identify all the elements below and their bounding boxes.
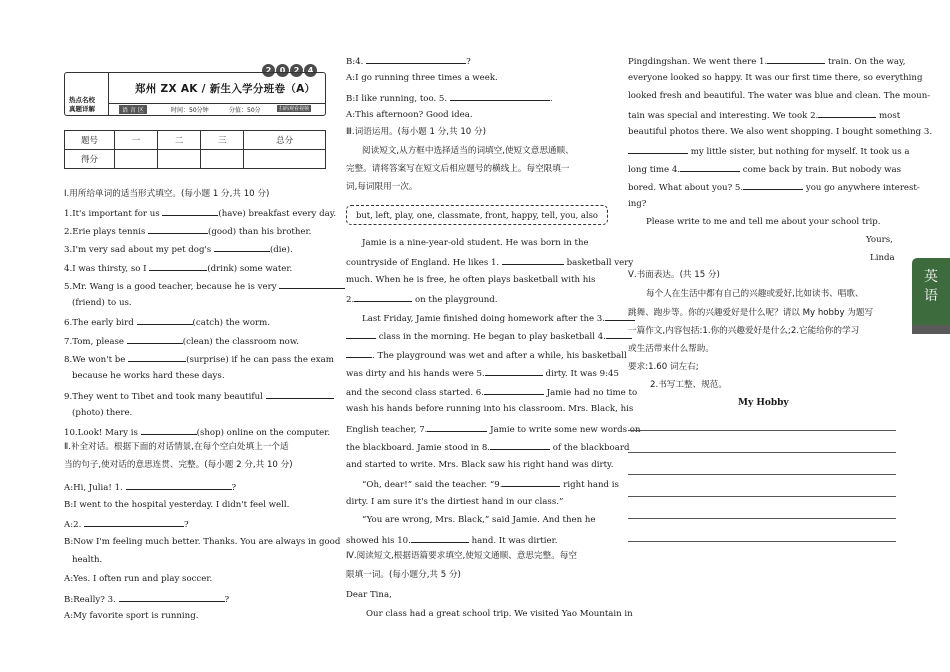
question-text: 7.Tom, please bbox=[64, 337, 125, 347]
exam-header bbox=[64, 72, 326, 116]
passage-text: dirty. It was 9:45 bbox=[545, 369, 619, 379]
instruction-text: 每个人在生活中都有自己的兴趣或爱好,比如读书、唱歌、 bbox=[646, 289, 864, 299]
subject-tab-stripe bbox=[912, 325, 950, 334]
dialog-line: A:2. ? bbox=[64, 520, 189, 530]
question-2 bbox=[64, 225, 311, 238]
letter-text: beautiful photos there. We also went shopping. I bought something 3. bbox=[628, 127, 933, 137]
answer-blank[interactable] bbox=[141, 426, 197, 435]
letter-text: Our class had a great school trip. We visited Yao Mountain in bbox=[366, 609, 633, 619]
letter-text: most bbox=[879, 111, 901, 121]
answer-blank[interactable] bbox=[485, 367, 543, 376]
requirement-text: 要求:1.60 词左右; bbox=[628, 362, 699, 372]
letter-signature: Linda bbox=[870, 253, 895, 263]
question-text: 8.We won't be bbox=[64, 355, 126, 365]
dialog-text: A:My favorite sport is running. bbox=[64, 611, 199, 621]
letter-line bbox=[628, 109, 900, 122]
answer-blank[interactable] bbox=[149, 262, 207, 271]
answer-blank[interactable] bbox=[818, 109, 876, 118]
dialog-line: B:Really? 3. ? bbox=[64, 595, 230, 605]
answer-blank[interactable] bbox=[148, 225, 208, 234]
question-text: 3.I'm very sad about my pet dog's bbox=[64, 245, 212, 255]
subject-tab bbox=[912, 258, 950, 334]
instruction-text: 或生活带来什么帮助。 bbox=[628, 344, 714, 354]
passage-text: on the playground. bbox=[414, 295, 498, 305]
letter-text: Please write to me and tell me about your school trip. bbox=[646, 217, 881, 227]
score-cell[interactable] bbox=[244, 150, 326, 169]
passage-text: basketball very bbox=[566, 258, 634, 268]
section-2-title-cont: 当的句子,使对话的意思连贯、完整。(每小题 2 分,共 10 分) bbox=[64, 460, 293, 470]
passage-text: and the second class started. 6. bbox=[346, 388, 484, 398]
year-digit: 0 bbox=[276, 64, 289, 77]
question-text: (clean) the classroom now. bbox=[182, 337, 299, 347]
answer-blank[interactable] bbox=[366, 55, 466, 64]
passage-line bbox=[346, 349, 627, 362]
letter-line bbox=[628, 181, 920, 194]
score-header-cell: 二 bbox=[158, 131, 201, 150]
section-4-title-cont: 限填一词。(每小题分,共 5 分) bbox=[346, 570, 461, 580]
answer-blank[interactable] bbox=[680, 163, 740, 172]
passage-line bbox=[362, 478, 619, 491]
writing-line[interactable] bbox=[628, 452, 896, 453]
passage-text: Jamie to write some new words on bbox=[490, 425, 641, 435]
section-4-title: Ⅳ.阅读短文,根据语篇要求填空,使短文通顺、意思完整。每空 bbox=[346, 551, 577, 561]
passage-text: countryside of England. He likes 1. bbox=[346, 258, 500, 268]
answer-blank[interactable] bbox=[490, 441, 550, 450]
writing-line[interactable] bbox=[628, 518, 896, 519]
writing-line[interactable] bbox=[628, 430, 896, 431]
header-label-box bbox=[65, 73, 109, 115]
question-text: (shop) online on the computer. bbox=[196, 428, 331, 438]
passage-text: “Oh, dear!” said the teacher. “9. bbox=[362, 480, 503, 490]
answer-blank[interactable] bbox=[502, 256, 564, 265]
subject-tab-char: 英 bbox=[924, 269, 938, 285]
passage-text: of the blackboard bbox=[552, 443, 630, 453]
answer-blank[interactable] bbox=[119, 593, 225, 602]
dialog-text: B:4. bbox=[346, 57, 364, 67]
letter-line bbox=[628, 55, 905, 68]
passage-text: . The playground was wet and after a while, his basketball bbox=[372, 351, 627, 361]
passage-text: Jamie had no time to bbox=[546, 388, 638, 398]
passage-text: the blackboard. Jamie stood in 8. bbox=[346, 443, 491, 453]
section-1-title: Ⅰ.用所给单词的适当形式填空。(每小题 1 分,共 10 分) bbox=[64, 189, 270, 199]
answer-blank[interactable] bbox=[162, 207, 218, 216]
question-text: (surprise) if he can pass the exam bbox=[186, 355, 334, 365]
dialog-text: health. bbox=[72, 555, 103, 565]
question-text: (photo) there. bbox=[72, 408, 133, 418]
question-1 bbox=[64, 207, 336, 220]
year-digit: 2 bbox=[262, 64, 275, 77]
passage-text: wash his hands before running into his classroom. Mrs. Black, his bbox=[346, 404, 634, 414]
requirement-text: 2.书写工整、规范。 bbox=[650, 380, 727, 390]
passage-text: class in the morning. He began to play basketball 4. bbox=[378, 332, 606, 342]
score-header-cell: 三 bbox=[201, 131, 244, 150]
dialog-line: B:I like running, too. 5. . bbox=[346, 94, 553, 104]
section-2-title: Ⅱ.补全对话。根据下面的对话情景,在每个空白处填上一个适 bbox=[64, 442, 289, 452]
section-5-title: Ⅴ.书面表达。(共 15 分) bbox=[628, 270, 720, 280]
question-4 bbox=[64, 262, 292, 275]
question-8 bbox=[64, 353, 334, 366]
question-text: 10.Look! Mary is bbox=[64, 428, 138, 438]
passage-line bbox=[362, 312, 635, 325]
question-text: 6.The early bird bbox=[64, 318, 134, 328]
header-label-bottom: 真题详解 bbox=[69, 105, 95, 113]
letter-text: you go anywhere interest- bbox=[805, 183, 920, 193]
answer-blank[interactable] bbox=[346, 349, 372, 358]
exam-title: 郑州 ZX AK / 新生入学分班卷（A） bbox=[135, 83, 316, 95]
answer-blank[interactable] bbox=[767, 55, 825, 64]
passage-text: showed his 10. bbox=[346, 536, 411, 546]
answer-blank[interactable] bbox=[628, 145, 688, 154]
passage-line bbox=[346, 423, 641, 436]
writing-line[interactable] bbox=[628, 541, 896, 542]
question-text: (good) than his brother. bbox=[208, 227, 312, 237]
answer-blank[interactable] bbox=[279, 280, 345, 289]
answer-blank[interactable] bbox=[346, 330, 376, 339]
passage-line bbox=[346, 367, 619, 380]
passage-text: much. When he is free, he often plays basketball with his bbox=[346, 275, 596, 285]
dialog-text: B:Really? 3. bbox=[64, 595, 116, 605]
dialog-text: A:Hi, Julia! 1. bbox=[64, 483, 123, 493]
answer-blank[interactable] bbox=[84, 518, 184, 527]
answer-blank[interactable] bbox=[137, 316, 193, 325]
letter-text: ing? bbox=[628, 199, 647, 209]
letter-line bbox=[628, 145, 910, 158]
instruction-text: 完整。请将答案写在短文后相应题号的横线上。每空限填一 bbox=[346, 164, 570, 174]
question-5 bbox=[64, 280, 345, 293]
passage-line bbox=[346, 293, 498, 306]
letter-text: looked fresh and beautiful. The water was blue and clean. The moun- bbox=[628, 91, 931, 101]
letter-text: everyone looked so happy. It was our first time there, so everything bbox=[628, 73, 923, 83]
answer-blank[interactable] bbox=[126, 481, 232, 490]
answer-blank[interactable] bbox=[450, 92, 550, 101]
passage-text: hand. It was dirtier. bbox=[471, 536, 558, 546]
answer-blank[interactable] bbox=[427, 423, 487, 432]
question-text: 2.Erie plays tennis bbox=[64, 227, 146, 237]
answer-blank[interactable] bbox=[502, 478, 560, 487]
exam-time: 时间：50分钟 bbox=[171, 107, 209, 114]
dialog-text: B:I went to the hospital yesterday. I didn't feel well. bbox=[64, 500, 290, 510]
header-bar-tag: 语 言 区 bbox=[119, 105, 147, 114]
passage-text: right hand is bbox=[563, 480, 619, 490]
question-3 bbox=[64, 243, 293, 256]
score-table bbox=[64, 130, 326, 169]
header-info-bar bbox=[109, 103, 325, 114]
writing-line[interactable] bbox=[628, 496, 896, 497]
score-header-cell: 总分 bbox=[244, 131, 326, 150]
question-text: (die). bbox=[269, 245, 293, 255]
question-6 bbox=[64, 316, 270, 329]
score-cell[interactable] bbox=[115, 150, 158, 169]
letter-text: my little sister, but nothing for myself. It took us a bbox=[690, 147, 910, 157]
dialog-line: A:Hi, Julia! 1. ? bbox=[64, 483, 237, 493]
passage-text: 2. bbox=[346, 295, 355, 305]
dialog-text: A:This afternoon? Good idea. bbox=[346, 110, 473, 120]
dialog-text: A:Yes. I often run and play soccer. bbox=[64, 574, 213, 584]
writing-line[interactable] bbox=[628, 474, 896, 475]
letter-signoff: Yours, bbox=[866, 235, 893, 245]
answer-blank[interactable] bbox=[743, 181, 803, 190]
answer-blank[interactable] bbox=[354, 293, 412, 302]
passage-text: and started to write. Mrs. Black saw his right hand was dirty. bbox=[346, 460, 614, 470]
answer-blank[interactable] bbox=[411, 534, 469, 543]
letter-line bbox=[628, 163, 901, 176]
question-text: (catch) the worm. bbox=[192, 318, 271, 328]
question-text: 4.I was thirsty, so I bbox=[64, 264, 147, 274]
passage-line bbox=[346, 256, 633, 269]
passage-text: was dirty and his hands were 5. bbox=[346, 369, 485, 379]
question-text: 1.It's important for us bbox=[64, 209, 160, 219]
dialog-text: A:I go running three times a week. bbox=[346, 73, 498, 83]
year-digit: 4 bbox=[304, 64, 317, 77]
dialog-line: B:4. ? bbox=[346, 57, 471, 67]
letter-text: long time 4. bbox=[628, 165, 681, 175]
passage-line bbox=[346, 386, 637, 399]
exam-score: 分值：50分 bbox=[229, 107, 261, 114]
header-label-top: 热点名校 bbox=[69, 96, 95, 104]
question-text: because he works hard these days. bbox=[72, 371, 225, 381]
answer-blank[interactable] bbox=[127, 335, 183, 344]
letter-greeting: Dear Tina, bbox=[346, 590, 392, 600]
section-3-title: Ⅲ.词语运用。(每小题 1 分,共 10 分) bbox=[346, 127, 486, 137]
question-text: 9.They went to Tibet and took many beautiful bbox=[64, 392, 263, 402]
dialog-text: B:I like running, too. 5. bbox=[346, 94, 448, 104]
dialog-text: A:2. bbox=[64, 520, 82, 530]
letter-text: tain was special and interesting. We took 2. bbox=[628, 111, 819, 121]
question-text: (drink) some water. bbox=[207, 264, 293, 274]
answer-blank[interactable] bbox=[484, 386, 544, 395]
passage-line bbox=[346, 441, 629, 454]
dialog-text: B:Now I'm feeling much better. Thanks. You are always in good bbox=[64, 537, 341, 547]
passage-text: “You are wrong, Mrs. Black,” said Jamie. And then he bbox=[362, 515, 596, 525]
question-10 bbox=[64, 426, 330, 439]
letter-text: Pingdingshan. We went there 1. bbox=[628, 57, 768, 67]
letter-text: come back by train. But nobody was bbox=[742, 165, 902, 175]
essay-title: My Hobby bbox=[738, 398, 789, 408]
question-7 bbox=[64, 335, 299, 348]
question-text: (friend) to us. bbox=[72, 298, 132, 308]
question-9 bbox=[64, 390, 334, 403]
letter-text: bored. What about you? 5. bbox=[628, 183, 744, 193]
passage-text: Jamie is a nine-year-old student. He was born in the bbox=[362, 238, 589, 248]
answer-blank[interactable] bbox=[214, 243, 270, 252]
instruction-text: 一篇作文,内容包括:1.你的兴趣爱好是什么;2.它能给你的学习 bbox=[628, 326, 860, 336]
score-cell[interactable] bbox=[158, 150, 201, 169]
scan-video-tag[interactable]: 扫码观看视频 bbox=[279, 106, 310, 112]
instruction-text: 阅读短文,从方框中选择适当的词填空,使短文意思通顺、 bbox=[362, 146, 574, 156]
passage-line bbox=[346, 534, 558, 547]
instruction-text: 词,每词限用一次。 bbox=[346, 182, 418, 192]
passage-line bbox=[346, 330, 632, 343]
passage-text: English teacher, 7. bbox=[346, 425, 428, 435]
score-header-cell: 题号 bbox=[65, 131, 115, 150]
score-row-label: 得分 bbox=[65, 150, 115, 169]
passage-text: Last Friday, Jamie finished doing homework after the 3. bbox=[362, 314, 606, 324]
year-digit: 2 bbox=[290, 64, 303, 77]
answer-blank[interactable] bbox=[266, 390, 334, 399]
question-text: (have) breakfast every day. bbox=[218, 209, 337, 219]
passage-text: dirty. I am sure it's the dirtiest hand in our class.” bbox=[346, 497, 564, 507]
subject-tab-char: 语 bbox=[924, 288, 938, 304]
score-header-cell: 一 bbox=[115, 131, 158, 150]
answer-blank[interactable] bbox=[128, 353, 186, 362]
score-cell[interactable] bbox=[201, 150, 244, 169]
word-box: but, left, play, one, classmate, front, happy, tell, you, also bbox=[346, 205, 608, 225]
letter-text: train. On the way, bbox=[827, 57, 906, 67]
instruction-text: 跳舞、跑步等。你的兴趣爱好是什么呢？请以 My hobby 为题写 bbox=[628, 308, 874, 318]
question-text: 5.Mr. Wang is a good teacher, because he is very bbox=[64, 282, 277, 292]
